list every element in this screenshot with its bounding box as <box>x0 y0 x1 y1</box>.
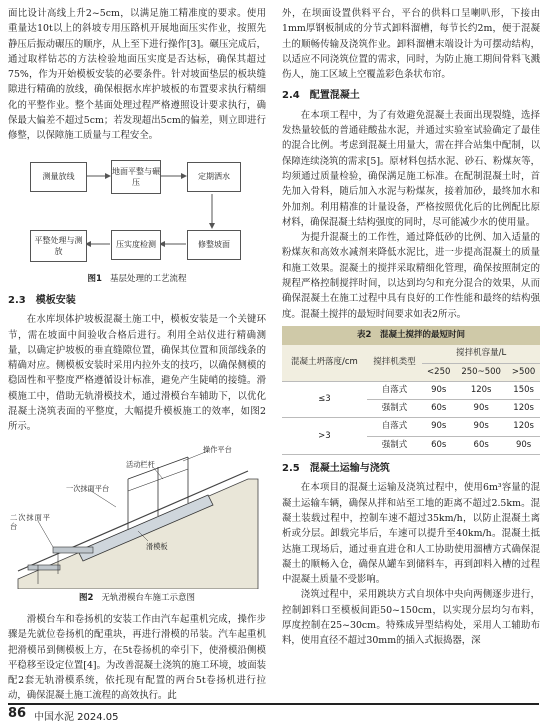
section-heading-2-5: 2.5 混凝土运输与浇筑 <box>282 463 390 475</box>
flow-step-leveling: 平整处理与测放 <box>30 230 87 262</box>
paragraph: 在本项工程中，为了有效避免混凝土表面出现裂缝，选择发热量较低的普通硅酸盐水泥，并通过实验室试验确定了最佳的混合比例。考虑到混凝土用量大，需在拌合站集中配制，以保障连续浇筑的需求[5]。原材料包括水泥、砂石、粉煤灰等，均须通过质量检验，确保满足施工标准。在配制混凝土时，首先加入骨料，随后加入水泥与粉煤灰，接着加砂，最终加水和外加剂。利用精准的计量设备，严格按照优化后的比例配比原材料，确保混凝土结构强度的同时，尽可能减少水的使用量。 <box>282 109 540 228</box>
label-slipform-plate: 滑模板 <box>146 541 168 551</box>
flow-step-compaction-test: 压实度检测 <box>111 230 161 260</box>
paragraph: 为提升混凝土的工作性，通过降低砂的比例、加入适量的粉煤灰和高效水减剂来降低水泥比，进一步提高混凝土的质量和施工效果。混凝土的搅拌采取精细化管理，确保按照制定的规程严格控制搅拌时间，以达到均匀和充分混合的效果，从而确保混凝土在施工过程中具有良好的工作性能和最终的结构强度。混凝土搅拌的最短时间要求如表2所示。 <box>282 232 540 320</box>
paragraph: 外，在坝面设置供料平台，平台的供料口呈喇叭形，下接由1mm厚钢板制成的分节式卸料溜槽，每节长约2m，便于混凝土的顺畅传输及浇筑作业。卸料溜槽末端设计为可摆动结构，以适应不同浇筑位置的需求，同时，为防止施工期间骨料飞溅伤人，施工区域上空覆盖彩色条状布帘。 <box>282 8 540 81</box>
paragraph: 浇筑过程中，采用跳块方式自坝体中央向两侧逐步进行，控制卸料口至模板间距50~150cm，以实现分层均匀布料，厚度控制在25~30cm。特殊成异型结构处，采用人工辅助布料，使用直径不超过30mm的插入式振捣器，深 <box>282 589 540 647</box>
label-second-finishing-platform: 二次抹面平台 <box>10 512 50 531</box>
label-first-finishing-platform: 一次抹面平台 <box>66 483 110 493</box>
left-column <box>8 6 266 704</box>
table-2 <box>282 345 540 455</box>
paragraph: 在水库坝体护坡板混凝土施工中，模板安装是一个关键环节，需在坡面中间验收合格后进行。利用全站仪进行精确测量，以确定护坡板的垂直缝隙位置，确保其位置和顶部线条的精确对应。侧模板安装时采用内拉外支的技巧，以确保侧模的稳固性和平整度严格遵循设计标准，避免产生陡峭的接缝。滑模施工中，借助无轨滑模技术，通过滑模台车辅助下，以优化混凝土浇筑表面的平整度，大幅提升模板施工的效率，如图2所示。 <box>8 314 266 433</box>
flow-step-trim-slope: 修整坡面 <box>187 230 241 260</box>
table-row: 强制式 60s 60s 90s <box>282 436 540 454</box>
figure-1-caption: 图1 基层处理的工艺流程 <box>87 273 187 284</box>
label-operation-platform: 操作平台 <box>203 444 232 454</box>
footer-rule <box>8 703 539 705</box>
paragraph: 面比设计高线上升2~5cm，以满足施工精准度的要求。使用重量达10t以上的斜坡专用压路机开展地面压实作业，按照先静压后振动碾压的顺序，从上至下进行操作[3]。碾压完成后，通过取样钻芯的方法检验地面压实度是否达标，确保其超过75%，作为开始模板安装的必要条件。针对坡面垫层的板块缝隙进行精确的放线，确保根据水库护坡板的布置要求执行精细化的平整作业。整个基面处理过程严格遵照设计要求执行，确保最大偏差不超过5cm；若发现超出5cm的偏差，则立即进行修整，以保障施工质量与工程安全。 <box>8 8 266 142</box>
table-header-mixer-type: 搅拌机类型 <box>367 345 423 381</box>
figure-1-flowchart <box>8 150 266 270</box>
figure-2-diagram <box>8 439 266 589</box>
paragraph: 在本项目的混凝土运输及浇筑过程中，使用6m³容量的混凝土运输车辆，确保从拌和站至工地的距离不超过2.5km。混凝土装载过程中，控制车速不超过35km/h，以防止混凝土离析或分层。卸载完毕后，车速可以提升至40km/h。混凝土抵达施工现场后，通过垂直进仓和人工协助使用溜槽方式确保混凝土的顺畅入仓，确保从罐车到储料车，再到卸料入槽的过程中混凝土质量不受影响。 <box>282 482 540 586</box>
table-row: >3 自落式 90s 90s 120s <box>282 418 540 436</box>
table-header-slump: 混凝土坍落度/cm <box>282 345 367 381</box>
page-number: 86 <box>8 706 27 721</box>
table-header-cap: 250~500 <box>455 363 507 381</box>
table-header-cap: >500 <box>507 363 540 381</box>
flow-step-survey: 测量放线 <box>30 162 87 192</box>
section-heading-2-3: 2.3 模板安装 <box>8 294 76 306</box>
table-header-capacity: 搅拌机容量/L <box>422 345 540 363</box>
table-row: 强制式 60s 90s 120s <box>282 400 540 418</box>
section-heading-2-4: 2.4 配置混凝土 <box>282 90 360 102</box>
label-movable-railing: 活动栏杆 <box>126 459 155 469</box>
right-column <box>282 6 540 649</box>
flow-step-level-compact: 地面平整与碾压 <box>111 160 161 194</box>
table-2-title: 表2 混凝土搅拌的最短时间 <box>282 326 540 345</box>
page-footer <box>0 700 547 723</box>
journal-name: 中国水泥 2024.05 <box>34 712 119 723</box>
figure-2-caption: 图2 无轨滑模台车施工示意图 <box>79 592 195 603</box>
flow-step-watering: 定期洒水 <box>187 162 241 192</box>
paragraph: 滑模台车和卷扬机的安装工作由汽车起重机完成，操作步骤是先就位卷扬机的配重块，再进行滑模的吊装。汽车起重机把滑模吊到侧模板上方，在5t卷扬机的牵引下，使滑模沿侧模平稳移至设定位置[4]。为改善混凝土浇筑的施工环境，坡面装配2套无轨滑模系统，依托现有配置的两台5t卷扬机进行拉动，确保混凝土施工流程的高效执行。此 <box>8 613 266 702</box>
table-row: ≤3 自落式 90s 120s 150s <box>282 381 540 399</box>
table-header-cap: <250 <box>422 363 455 381</box>
